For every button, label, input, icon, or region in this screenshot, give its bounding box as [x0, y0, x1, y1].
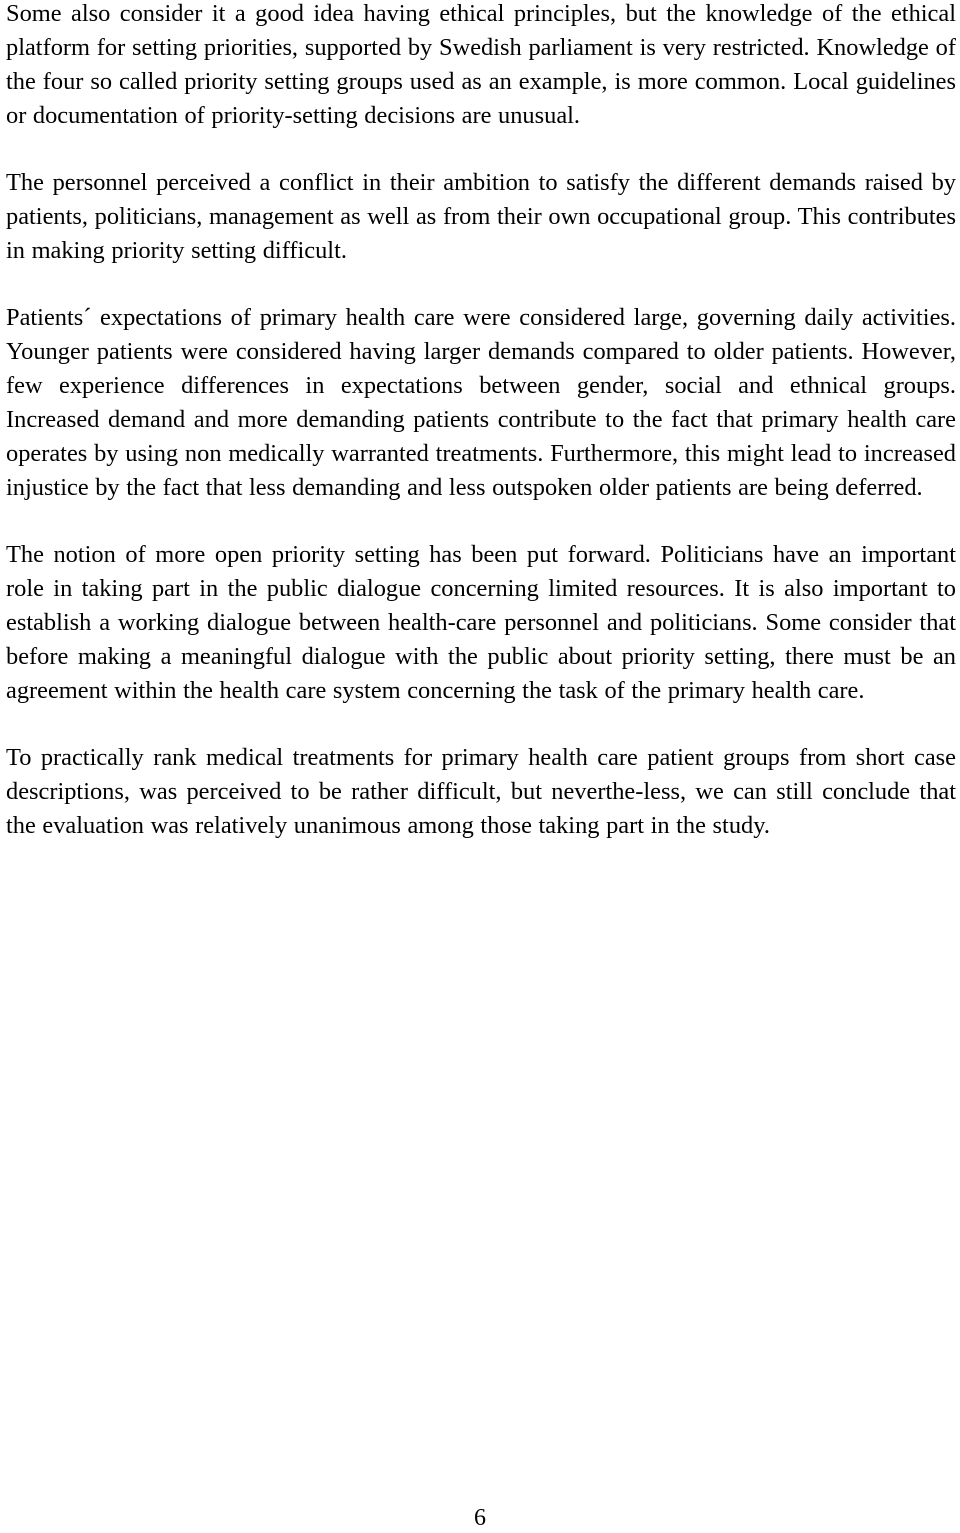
paragraph-personnel-conflict: The personnel perceived a conflict in their ambition to satisfy the different demands raised by patients, politicians, management as well as from their own occupational group. This contributes in making priority setting difficult.	[6, 169, 956, 264]
paragraph-open-priority-setting: The notion of more open priority setting has been put forward. Politicians have an important role in taking part in the public dialogue concerning limited resources. It is also important to establish a working dialogue between health-care personnel and politicians. Some consider that before making a meaningful dialogue with the public about priority setting, there must be an agreement within the health care system concerning the task of the primary health care.	[6, 541, 956, 704]
page-number: 6	[474, 1505, 486, 1531]
paragraph-ranking-treatments: To practically rank medical treatments for primary health care patient groups from short case descriptions, was perceived to be rather difficult, but neverthe-less, we can still conclude that the evaluation was relatively unanimous among those taking part in the study.	[6, 744, 956, 839]
paragraph-patient-expectations: Patients´ expectations of primary health care were considered large, governing daily activities. Younger patients were considered having larger demands compared to older patients. However, few experience differences in expectations between gender, social and ethnical groups. Increased demand and more demanding patients contribute to the fact that primary health care operates by using non medically warranted treatments. Furthermore, this might lead to increased injustice by the fact that less demanding and less outspoken older patients are being deferred.	[6, 304, 956, 501]
document-page	[6, 0, 956, 843]
paragraph-ethical-principles: Some also consider it a good idea having ethical principles, but the knowledge of the ethical platform for setting priorities, supported by Swedish parliament is very restricted. Knowledge of the four so called priority setting groups used as an example, is more common. Local guidelines or documentation of priority-setting decisions are unusual.	[6, 0, 956, 129]
